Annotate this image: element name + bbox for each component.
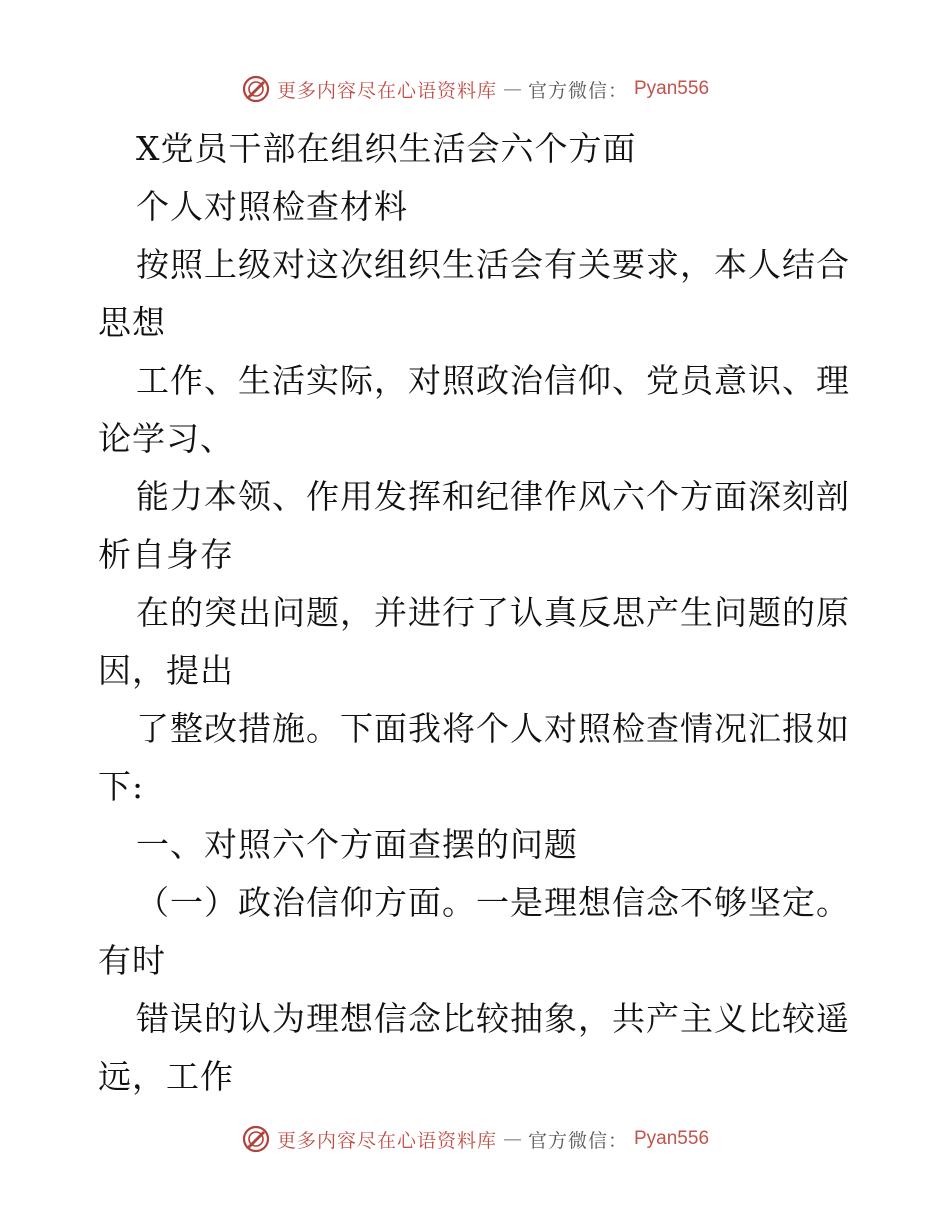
watermark-dash: — [502,1128,522,1150]
document-body [98,120,858,1106]
paragraph-line: 错误的认为理想信念比较抽象，共产主义比较遥 [136,999,850,1038]
doc-title-line-2: 个人对照检查材料 [136,187,408,226]
section-heading: 一、对照六个方面查摆的问题 [136,825,578,864]
paragraph-line: 了整改措施。下面我将个人对照检查情况汇报如 [136,709,850,748]
footer-watermark [0,1122,950,1156]
doc-title-line-1: X党员干部在组织生活会六个方面 [136,129,637,168]
paragraph-line: 能力本领、作用发挥和纪律作风六个方面深刻剖 [136,477,850,516]
paragraph-line: 因，提出 [98,651,234,690]
watermark-wechat-label: 官方微信： [527,1129,628,1152]
paragraph-line: 按照上级对这次组织生活会有关要求，本人结合 [136,245,850,284]
paragraph-line: 工作、生活实际，对照政治信仰、党员意识、理 [136,361,850,400]
header-watermark [0,72,950,106]
paragraph-line: 下: [98,767,145,806]
paragraph-line: 在的突出问题，并进行了认真反思产生问题的原 [136,593,850,632]
watermark-wechat-label: 官方微信： [527,79,628,102]
watermark-wechat-id: Pyan556 [634,78,710,99]
watermark-slogan: 更多内容尽在心语资料库 [276,79,497,102]
pen-logo-icon [241,1124,271,1154]
paragraph-line: 析自身存 [98,535,234,574]
watermark-slogan: 更多内容尽在心语资料库 [276,1129,497,1152]
paragraph-line: 有时 [98,941,166,980]
watermark-wechat-id: Pyan556 [634,1128,710,1149]
paragraph-line: 思想 [98,303,166,342]
paragraph-line: 远，工作 [98,1057,234,1096]
watermark-dash: — [502,78,522,100]
paragraph-line: （一）政治信仰方面。一是理想信念不够坚定。 [136,883,850,922]
pen-logo-icon [241,74,271,104]
paragraph-line: 论学习、 [98,419,234,458]
